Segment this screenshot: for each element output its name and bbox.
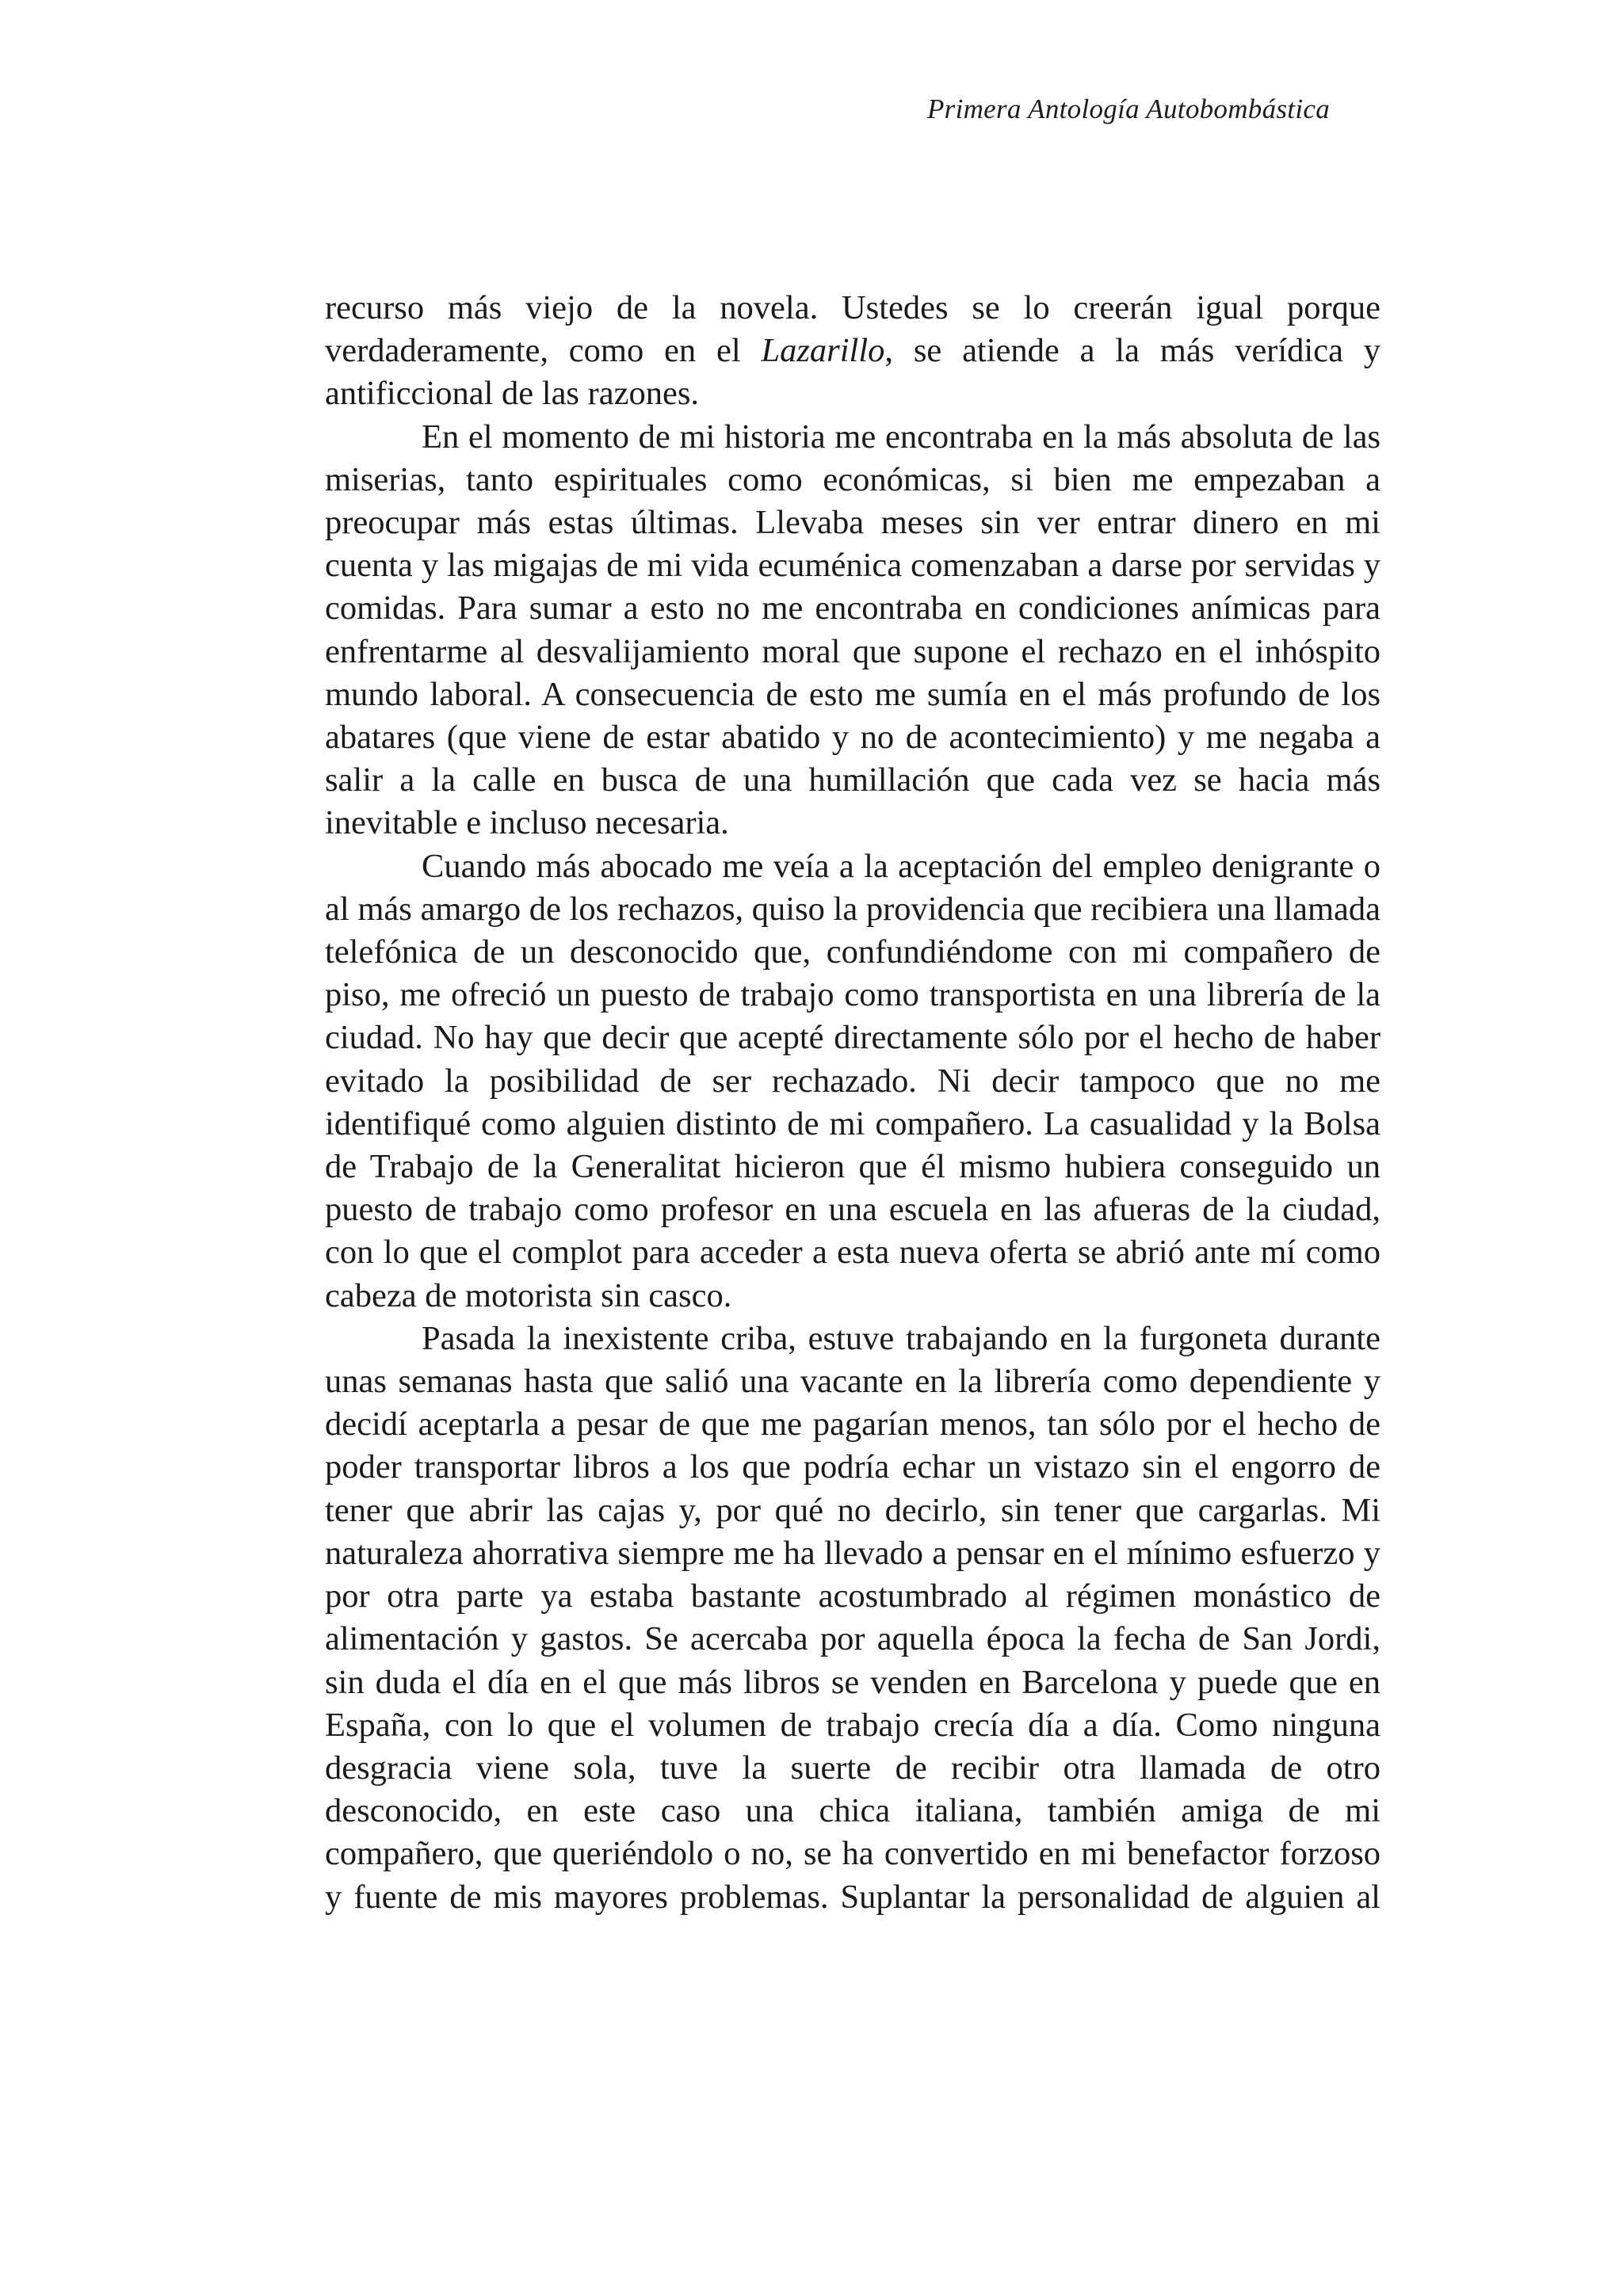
paragraph-4: Pasada la inexistente criba, estuve trabajando en la furgoneta durante unas semanas hasta que salió una vacante en la librería como dependiente y decidí aceptarla a pesar de que me pagarían menos, tan sólo por el hecho de poder transportar libros a los que podría echar un vistazo sin el engorro de tener que abrir las cajas y, por qué no decirlo, sin tener que cargarlas. Mi naturaleza ahorrativa siempre me ha llevado a pensar en el mínimo esfuerzo y por otra parte ya estaba bastante acostumbrado al régimen monástico de alimentación y gastos. Se acercaba por aquella época la fecha de San Jordi, sin duda el día en el que más libros se venden en Barcelona y puede que en España, con lo que el volumen de trabajo crecía día a día. Como ninguna desgracia viene sola, tuve la suerte de recibir otra llamada de otro desconocido, en este caso una chica italiana, también amiga de mi compañero, que queriéndolo o no, se ha convertido en mi benefactor forzoso y fuente de mis mayores problemas. Suplantar la personalidad de alguien al: [325, 1319, 1381, 1916]
italic-title-lazarillo: Lazarillo: [761, 332, 885, 370]
paragraph-1-text-b: , se atiende a la más verídica y antificcional de las razones.: [325, 332, 1381, 413]
paragraph-3: Cuando más abocado me veía a la aceptación del empleo denigrante o al más amargo de los rechazos, quiso la providencia que recibiera una llamada telefónica de un desconocido que, confundiéndome con mi compañero de piso, me ofreció un puesto de trabajo como transportista en una librería de la ciudad. No hay que decir que acepté directamente sólo por el hecho de haber evitado la posibilidad de ser rechazado. Ni decir tampoco que no me identifiqué como alguien distinto de mi compañero. La casualidad y la Bolsa de Trabajo de la Generalitat hicieron que él mismo hubiera conseguido un puesto de trabajo como profesor en una escuela en las afueras de la ciudad, con lo que el complot para acceder a esta nueva oferta se abrió ante mí como cabeza de motorista sin casco.: [325, 847, 1381, 1314]
paragraph-1: [325, 287, 1381, 416]
running-header: Primera Antología Autobombástica: [926, 93, 1330, 124]
page-body: [325, 287, 1381, 1919]
paragraph-2: En el momento de mi historia me encontraba en la más absoluta de las miserias, tanto espirituales como económicas, si bien me empezaban a preocupar más estas últimas. Llevaba meses sin ver entrar dinero en mi cuenta y las migajas de mi vida ecuménica comenzaban a darse por servidas y comidas. Para sumar a esto no me encontraba en condiciones anímicas para enfrentarme al desvalijamiento moral que supone el rechazo en el inhóspito mundo laboral. A consecuencia de esto me sumía en el más profundo de los abatares (que viene de estar abatido y no de acontecimiento) y me negaba a salir a la calle en busca de una humillación que cada vez se hacia más inevitable e incluso necesaria.: [325, 418, 1381, 842]
paragraph-1-text-a: recurso más viejo de la novela. Ustedes se lo creerán igual porque verdaderamente, como en el: [325, 289, 1381, 370]
